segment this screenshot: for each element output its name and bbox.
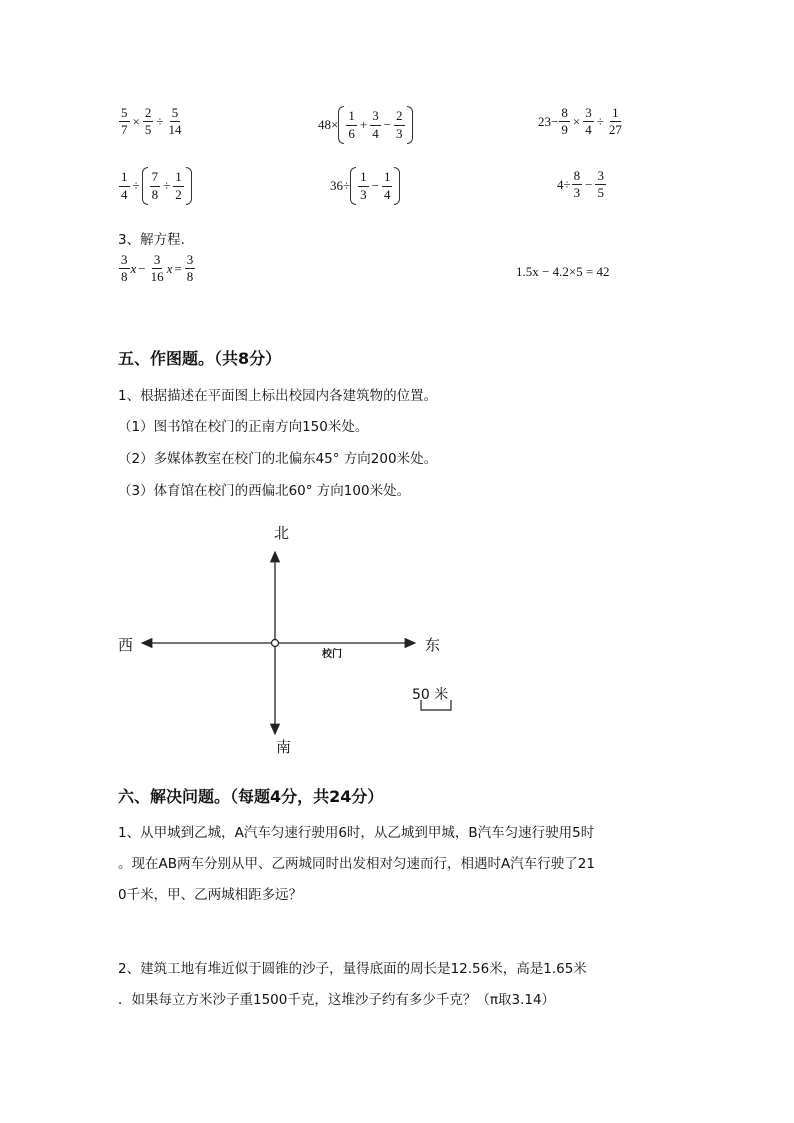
expr-4: $\frac{1}{4}$ ÷ $\frac{7}{8}$ ÷ $\frac{1}{2}$ [118, 167, 192, 205]
section-6-q2-line-1: 2、建筑工地有堆近似于圆锥的沙子，量得底面的周长是12.56米，高是1.65米 [118, 961, 587, 977]
expr-3: 23− $\frac{8}{9}$ × $\frac{3}{4}$ ÷ $\frac{1}{27}$ [538, 105, 622, 138]
section-5-item-3: （3）体育馆在校门的西偏北60° 方向100米处。 [118, 483, 411, 499]
fraction: $\frac{5}{14}$ [168, 105, 182, 138]
section-5-item-2: （2）多媒体教室在校门的北偏东45° 方向200米处。 [118, 451, 438, 467]
expr-1: $\frac{5}{7}$ × $\frac{2}{5}$ ÷ $\frac{5}{14}$ [121, 105, 182, 138]
label-scale: 50 米 [412, 687, 449, 703]
expr-6: 4÷ $\frac{8}{3}$ − $\frac{3}{5}$ [557, 168, 604, 201]
section-6-q1-line-3: 0千米，甲、乙两城相距多远？ [118, 887, 303, 903]
section-5-item-1: （1）图书馆在校门的正南方向150米处。 [118, 419, 369, 435]
equation-1: 3 8 x − $\frac{3}{16}$ x = $\frac{3}{8}$ [121, 252, 194, 285]
label-east: 东 [425, 636, 441, 654]
expr-2: 48× 1 6 + $\frac{3}{4}$ − $\frac{2}{3}$ [318, 106, 413, 144]
label-school-gate: 校门 [322, 649, 342, 660]
label-north: 北 [274, 524, 290, 542]
equation-heading: 3、解方程. [118, 232, 185, 248]
equation-2: 1.5x − 4.2×5 = 42 [516, 264, 610, 279]
fraction: $\frac{2}{5}$ [144, 105, 152, 138]
expr-5: 36÷ 1 3 − $\frac{1}{4}$ [330, 167, 400, 205]
fraction: $\frac{5}{7}$ [121, 105, 128, 138]
label-west: 西 [118, 636, 134, 654]
label-south: 南 [276, 738, 292, 756]
section-6-q1-line-1: 1、从甲城到乙城，A汽车匀速行驶用6时，从乙城到甲城，B汽车匀速行驶用5时 [118, 825, 595, 841]
school-gate-point [272, 640, 279, 647]
section-5-question-1: 1、根据描述在平面图上标出校园内各建筑物的位置。 [118, 388, 438, 404]
section-6-q1-line-2: 。现在AB两车分别从甲、乙两城同时出发相对匀速而行，相遇时A汽车行驶了21 [118, 856, 595, 872]
section-5-title: 五、作图题。（共8分） [118, 349, 282, 368]
section-6-q2-line-2: ．如果每立方米沙子重1500千克，这堆沙子约有多少千克？（π取3.14） [118, 992, 556, 1008]
section-6-title: 六、解决问题。（每题4分，共24分） [118, 787, 384, 806]
